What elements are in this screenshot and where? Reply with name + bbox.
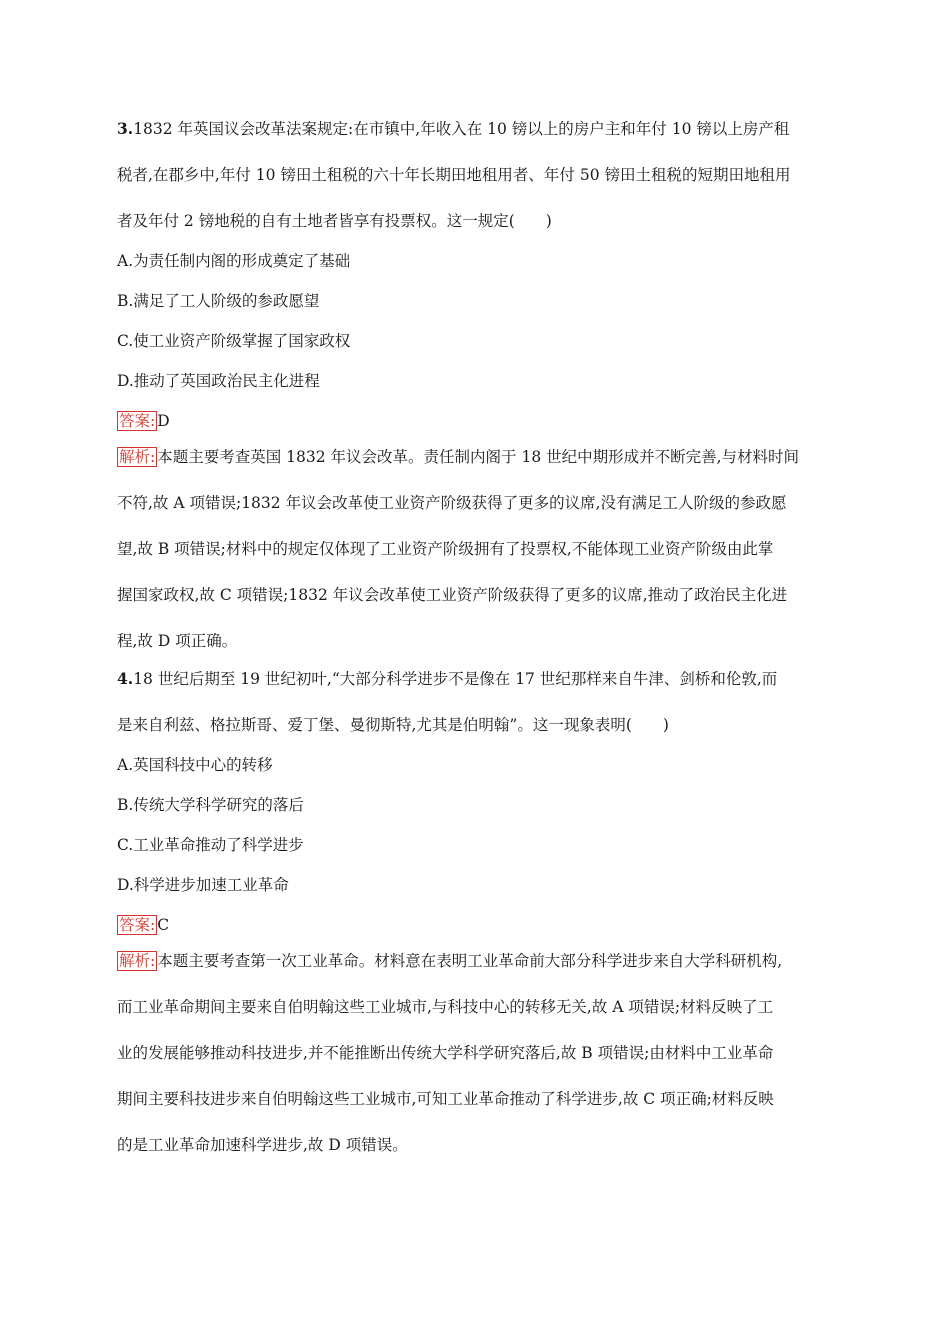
analysis-line: 的是工业革命加速科学进步,故 D 项错误。: [117, 1136, 408, 1154]
option-a: A.为责任制内阁的形成奠定了基础: [117, 252, 351, 270]
stem-line: 4.18 世纪后期至 19 世纪初叶,“大部分科学进步不是像在 17 世纪那样来自牛津、剑桥和伦敦,而: [117, 669, 778, 688]
stem-line: 是来自利兹、格拉斯哥、爱丁堡、曼彻斯特,尤其是伯明翰”。这一现象表明( ): [117, 716, 669, 734]
question-stem: [117, 118, 837, 232]
analysis: [117, 950, 837, 1156]
analysis-line: 程,故 D 项正确。: [117, 632, 238, 650]
option-b: B.满足了工人阶级的参政愿望: [117, 292, 320, 310]
answer-row: [117, 410, 837, 432]
analysis: [117, 446, 837, 652]
answer-value: C: [157, 916, 170, 934]
analysis-line: 解析: 本题主要考查第一次工业革命。材料意在表明工业革命前大部分科学进步来自大学科研机构,: [119, 952, 783, 970]
question-number: 3.: [117, 119, 134, 138]
answer-tag: 答案:: [119, 916, 156, 934]
stem-line: 3.1832 年英国议会改革法案规定:在市镇中,年收入在 10 镑以上的房户主和年付 10 镑以上房产租: [117, 119, 790, 138]
option-c: C.工业革命推动了科学进步: [117, 836, 304, 854]
question-number: 4.: [117, 669, 134, 688]
analysis-line: 握国家政权,故 C 项错误;1832 年议会改革使工业资产阶级获得了更多的议席,推动了政治民主化进: [117, 586, 788, 604]
analysis-tag: 解析:: [119, 952, 156, 970]
analysis-line: 期间主要科技进步来自伯明翰这些工业城市,可知工业革命推动了科学进步,故 C 项正确;材料反映: [117, 1090, 774, 1108]
option-b: B.传统大学科学研究的落后: [117, 796, 304, 814]
analysis-line: 不符,故 A 项错误;1832 年议会改革使工业资产阶级获得了更多的议席,没有满足工人阶级的参政愿: [117, 494, 787, 512]
analysis-line: 望,故 B 项错误;材料中的规定仅体现了工业资产阶级拥有了投票权,不能体现工业资产阶级由此掌: [117, 540, 774, 558]
question-stem: [117, 668, 837, 736]
option-d: D.科学进步加速工业革命: [117, 876, 289, 894]
analysis-tag: 解析:: [119, 448, 156, 466]
analysis-line: 而工业革命期间主要来自伯明翰这些工业城市,与科技中心的转移无关,故 A 项错误;材料反映了工: [117, 998, 774, 1016]
answer-row: [117, 914, 837, 936]
answer-value: D: [157, 412, 170, 430]
option-c: C.使工业资产阶级掌握了国家政权: [117, 332, 351, 350]
document-page: [117, 118, 837, 1172]
question-3: [117, 118, 837, 652]
option-d: D.推动了英国政治民主化进程: [117, 372, 320, 390]
analysis-line: 解析: 本题主要考查英国 1832 年议会改革。责任制内阁于 18 世纪中期形成并不断完善,与材料时间: [119, 448, 800, 466]
option-a: A.英国科技中心的转移: [117, 756, 273, 774]
question-4: [117, 668, 837, 1156]
analysis-line: 业的发展能够推动科技进步,并不能推断出传统大学科学研究落后,故 B 项错误;由材料中工业革命: [117, 1044, 774, 1062]
stem-line: 者及年付 2 镑地税的自有土地者皆享有投票权。这一规定( ): [117, 212, 552, 230]
answer-tag: 答案:: [119, 412, 156, 430]
stem-line: 税者,在郡乡中,年付 10 镑田土租税的六十年长期田地租用者、年付 50 镑田土租税的短期田地租用: [117, 166, 791, 184]
